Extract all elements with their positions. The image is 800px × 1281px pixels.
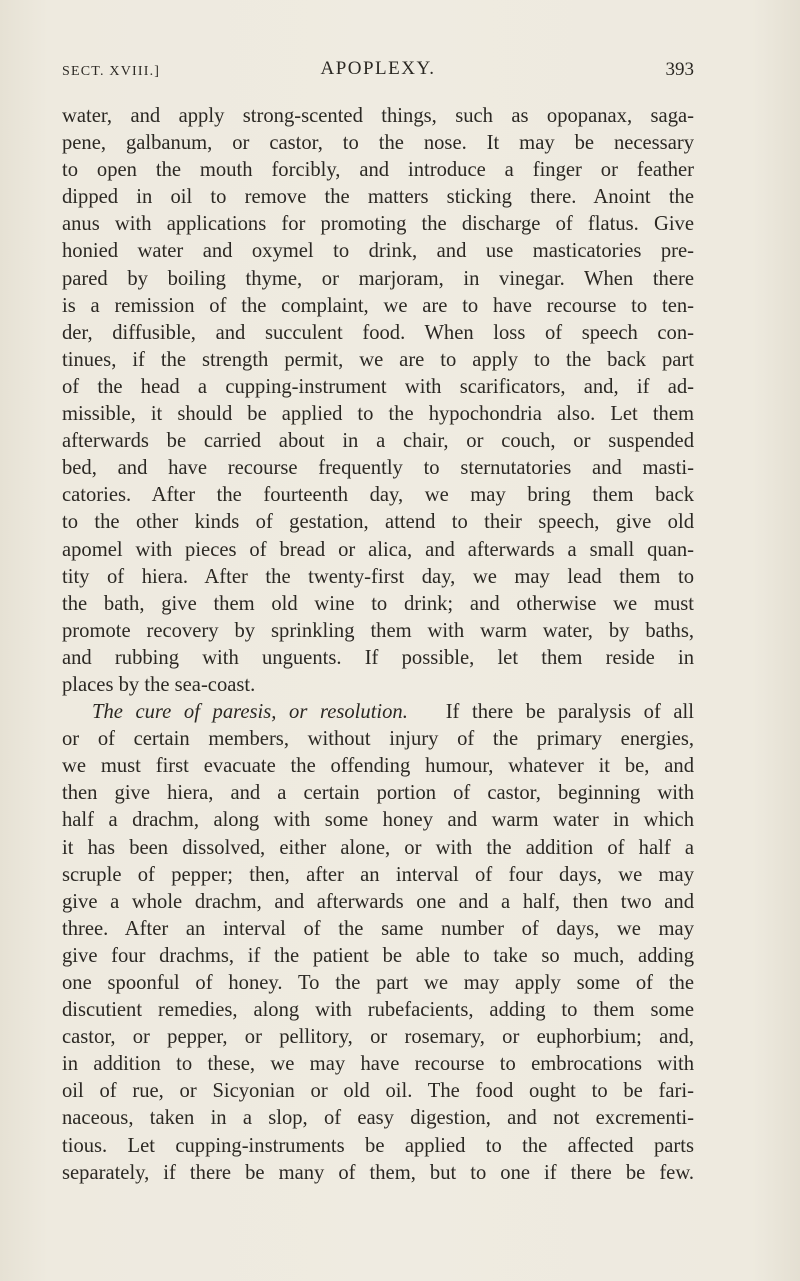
text-line: half a drachm, along with some honey and warm water in which — [62, 809, 694, 832]
text-line: of the head a cupping-instrument with scarificators, and, if ad- — [62, 375, 694, 398]
text-line: naceous, taken in a slop, of easy digestion, and not excrementi- — [62, 1107, 694, 1130]
text-line: three. After an interval of the same number of days, we may — [62, 917, 694, 940]
text-line: places by the sea-coast. — [62, 673, 256, 696]
text-line: pene, galbanum, or castor, to the nose. It may be necessary — [62, 132, 694, 155]
text-line: oil of rue, or Sicyonian or old oil. The food ought to be fari- — [62, 1080, 694, 1103]
text-line: promote recovery by sprinkling them with warm water, by baths, — [62, 619, 694, 642]
text-line: is a remission of the complaint, we are to have recourse to ten- — [62, 294, 694, 317]
text-line: catories. After the fourteenth day, we may bring them back — [62, 484, 694, 507]
text-line: scruple of pepper; then, after an interval of four days, we may — [62, 863, 694, 886]
text-line: and rubbing with unguents. If possible, let them reside in — [62, 646, 694, 669]
text-line: to the other kinds of gestation, attend to their speech, give old — [62, 511, 694, 534]
text-line: afterwards be carried about in a chair, or couch, or suspended — [62, 430, 694, 453]
text-line: tinues, if the strength permit, we are to apply to the back part — [62, 348, 694, 371]
text-line: give four drachms, if the patient be able to take so much, adding — [62, 944, 694, 967]
text-line: to open the mouth forcibly, and introduce a finger or feather — [62, 159, 694, 182]
text-line: missible, it should be applied to the hypochondria also. Let them — [62, 403, 694, 426]
body-text — [62, 103, 694, 1187]
text-line: tious. Let cupping-instruments be applied to the affected parts — [62, 1134, 694, 1157]
text-line: one spoonful of honey. To the part we may apply some of the — [62, 972, 694, 994]
text-line: der, diffusible, and succulent food. When loss of speech con- — [62, 321, 694, 344]
paragraph-paresis — [62, 699, 694, 1187]
text-line: dipped in oil to remove the matters sticking there. Anoint the — [62, 186, 694, 209]
text-line: apomel with pieces of bread or alica, and afterwards a small quan- — [62, 538, 694, 561]
section-label: SECT. XVIII.] — [62, 64, 161, 79]
text-line: tity of hiera. After the twenty-first day, we may lead them to — [62, 565, 694, 588]
text-line: or of certain members, without injury of the primary energies, — [62, 728, 694, 751]
page-title: APOPLEXY. — [320, 58, 436, 79]
running-head — [62, 58, 694, 88]
page-number: 393 — [665, 59, 694, 80]
text-line: separately, if there be many of them, but to one if there be few. — [62, 1161, 694, 1184]
text-line: water, and apply strong-scented things, such as opopanax, saga- — [62, 105, 694, 127]
text-line: honied water and oxymel to drink, and use masticatories pre- — [62, 240, 694, 263]
text-line: pared by boiling thyme, or marjoram, in vinegar. When there — [62, 267, 694, 290]
text-line: castor, or pepper, or pellitory, or rosemary, or euphorbium; and, — [62, 1026, 694, 1049]
paragraph-first-line — [62, 699, 694, 726]
text-line: give a whole drachm, and afterwards one and a half, then two and — [62, 890, 694, 913]
text-line: bed, and have recourse frequently to sternutatories and masti- — [62, 457, 694, 480]
text-line: discutient remedies, along with rubefacients, adding to them some — [62, 999, 694, 1022]
text-line: we must first evacuate the offending humour, whatever it be, and — [62, 755, 694, 778]
section-heading: The cure of paresis, or resolution. — [92, 701, 408, 724]
text-line: in addition to these, we may have recourse to embrocations with — [62, 1053, 694, 1076]
text-line: then give hiera, and a certain portion of castor, beginning with — [62, 782, 694, 805]
text-line: it has been dissolved, either alone, or with the addition of half a — [62, 836, 694, 859]
text-line: the bath, give them old wine to drink; and otherwise we must — [62, 592, 694, 615]
first-line-text: If there be paralysis of all — [445, 701, 694, 724]
text-line: anus with applications for promoting the discharge of flatus. Give — [62, 213, 694, 236]
paragraph-continuation — [62, 103, 694, 699]
